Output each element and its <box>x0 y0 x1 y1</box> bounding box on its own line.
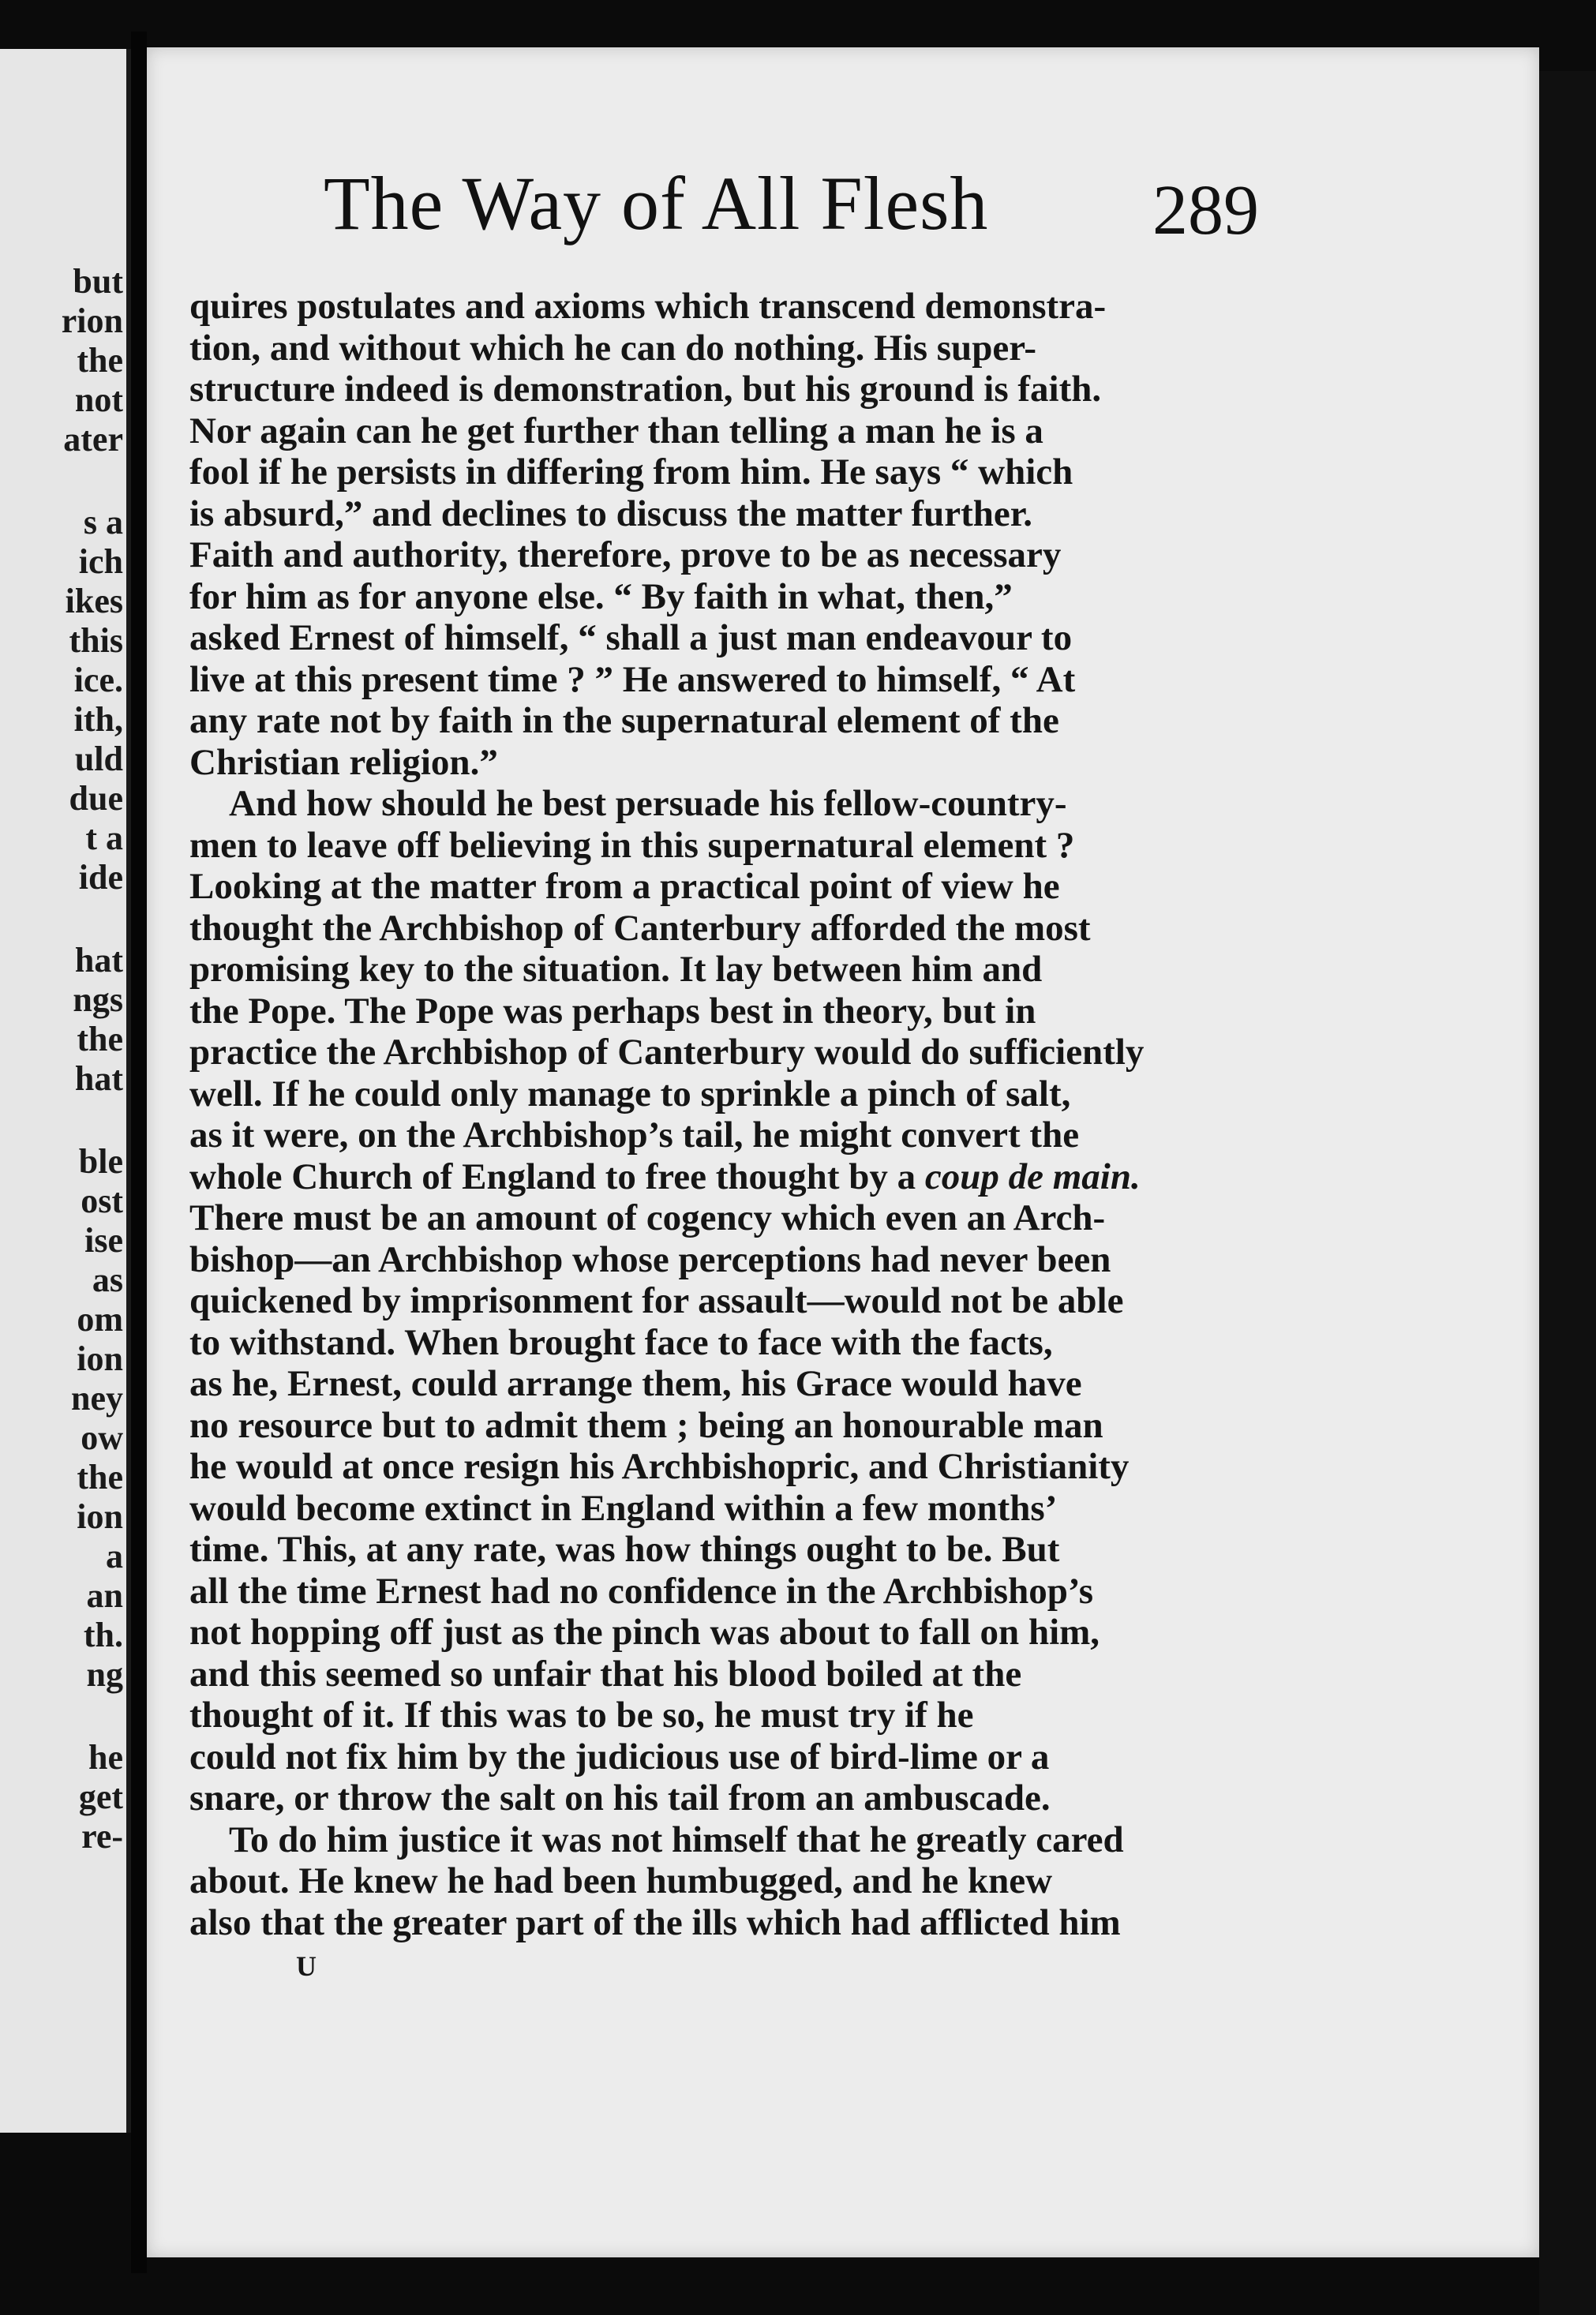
text-line-content: as he, Ernest, could arrange them, his Grace would have <box>189 1363 1082 1404</box>
text-line-content: for him as for anyone else. “ By faith in what, then,” <box>189 575 1013 617</box>
text-line-content: the Pope. The Pope was perhaps best in theory, but in <box>189 990 1036 1032</box>
facing-page-fragment: ide <box>78 858 123 897</box>
text-line-content: Looking at the matter from a practical point of view he <box>189 866 1060 907</box>
text-line <box>189 1073 1247 1115</box>
facing-page-fragment: this <box>69 621 123 660</box>
text-line <box>189 908 1247 950</box>
text-line-content: tion, and without which he can do nothing. His super- <box>189 327 1036 369</box>
text-line-content: There must be an amount of cogency which even an Arch- <box>189 1197 1106 1238</box>
text-line <box>189 1322 1247 1364</box>
running-title: The Way of All Flesh <box>324 161 989 245</box>
text-line-content: well. If he could only manage to sprinkle a pinch of salt, <box>189 1073 1071 1114</box>
text-line <box>189 1902 1247 1944</box>
text-line <box>189 1612 1247 1654</box>
text-line-content: thought the Archbishop of Canterbury afforded the most <box>189 907 1091 949</box>
text-line <box>189 1239 1247 1281</box>
text-line-content: practice the Archbishop of Canterbury would do sufficiently <box>189 1032 1145 1073</box>
facing-page-fragment: ngs <box>73 980 123 1019</box>
text-line-content: time. This, at any rate, was how things ought to be. But <box>189 1529 1060 1570</box>
text-line <box>189 1571 1247 1613</box>
text-line <box>189 1114 1247 1156</box>
text-line-content: quickened by imprisonment for assault—would not be able <box>189 1280 1124 1321</box>
facing-page-fragment: he <box>88 1738 123 1777</box>
text-line-content: asked Ernest of himself, “ shall a just man endeavour to <box>189 617 1073 658</box>
text-line-content: to withstand. When brought face to face with the facts, <box>189 1321 1053 1363</box>
text-line-content: To do him justice it was not himself that he greatly cared <box>229 1819 1124 1860</box>
text-line-content: not hopping off just as the pinch was about to fall on him, <box>189 1612 1100 1653</box>
text-line-content: could not fix him by the judicious use of bird-lime or a <box>189 1736 1050 1777</box>
facing-page-edge <box>0 49 131 2133</box>
facing-page-fragment: om <box>77 1300 123 1339</box>
text-line-content: fool if he persists in differing from him. He says “ which <box>189 451 1073 493</box>
text-line-content: Christian religion.” <box>189 741 498 783</box>
facing-page-fragment: as <box>92 1261 123 1299</box>
text-line <box>189 1446 1247 1488</box>
text-line-content: Nor again can he get further than telling a man he is a <box>189 410 1043 451</box>
facing-page-fragment: a <box>106 1537 123 1575</box>
facing-page-fragment: ikes <box>65 582 123 620</box>
text-line <box>189 410 1247 452</box>
running-header <box>324 161 1271 276</box>
text-line <box>189 742 1247 784</box>
text-line-content: all the time Ernest had no confidence in the Archbishop’s <box>189 1570 1094 1612</box>
text-line <box>189 825 1247 867</box>
text-line <box>189 1819 1247 1861</box>
page-edge-shadow <box>1539 71 1596 2315</box>
facing-page-fragment: hat <box>74 941 123 980</box>
facing-page-fragment: not <box>74 380 123 419</box>
text-line-content: would become extinct in England within a few months’ <box>189 1487 1058 1529</box>
facing-page-fragment: ng <box>86 1655 123 1694</box>
text-line-content: live at this present time ? ” He answered to himself, “ At <box>189 658 1076 700</box>
facing-page-fragment: ney <box>71 1379 123 1418</box>
text-line-content: as it were, on the Archbishop’s tail, he might convert the <box>189 1114 1080 1156</box>
facing-page-fragment: hat <box>74 1059 123 1098</box>
text-line-content: men to leave off believing in this supernatural element ? <box>189 824 1075 866</box>
facing-page-fragment: ise <box>84 1221 123 1260</box>
text-line <box>189 369 1247 410</box>
facing-page-fragment: the <box>77 1020 123 1058</box>
text-line-content: whole Church of England to free thought by a <box>189 1156 925 1197</box>
text-line <box>189 1405 1247 1447</box>
text-line <box>189 617 1247 659</box>
page-number: 289 <box>1152 171 1259 249</box>
text-line <box>189 576 1247 618</box>
text-line-content: structure indeed is demonstration, but his ground is faith. <box>189 369 1102 410</box>
text-line-content: quires postulates and axioms which transcend demonstra- <box>189 286 1107 327</box>
text-line <box>189 783 1247 825</box>
text-line <box>189 866 1247 908</box>
facing-page-fragment: re- <box>81 1817 123 1856</box>
facing-page-fragment: t a <box>85 818 123 857</box>
facing-page-fragment: the <box>77 1458 123 1497</box>
text-line-content: also that the greater part of the ills which had afflicted him <box>189 1901 1121 1943</box>
facing-page-fragment: due <box>69 779 123 818</box>
text-line <box>189 1529 1247 1571</box>
text-line <box>189 1860 1247 1902</box>
facing-page-fragment: rion <box>61 302 123 340</box>
facing-page-fragment: s a <box>83 503 123 541</box>
text-line-content: thought of it. If this was to be so, he must try if he <box>189 1695 974 1736</box>
text-line <box>189 1363 1247 1405</box>
text-line <box>189 1654 1247 1695</box>
text-line <box>189 1156 1247 1198</box>
facing-page-fragment: uld <box>74 740 123 778</box>
facing-page-fragment: an <box>86 1576 123 1615</box>
text-line-content: is absurd,” and declines to discuss the matter further. <box>189 493 1033 534</box>
facing-page-fragment: ow <box>81 1418 123 1457</box>
text-line <box>189 328 1247 369</box>
facing-page-fragment: ble <box>78 1142 123 1181</box>
text-line <box>189 1488 1247 1530</box>
facing-page-fragment: th. <box>83 1616 123 1654</box>
text-line-content: And how should he best persuade his fellow-country- <box>229 783 1067 824</box>
text-line <box>189 534 1247 576</box>
text-line <box>189 493 1247 535</box>
text-line-content: about. He knew he had been humbugged, and he knew <box>189 1860 1053 1901</box>
facing-page-fragment: but <box>73 262 123 301</box>
text-line-content: Faith and authority, therefore, prove to be as necessary <box>189 534 1062 575</box>
facing-page-fragment: ater <box>63 420 123 459</box>
text-line-content: he would at once resign his Archbishopric, and Christianity <box>189 1446 1130 1487</box>
text-line <box>189 1695 1247 1736</box>
facing-page-fragment: get <box>78 1777 123 1816</box>
text-line <box>189 1032 1247 1073</box>
facing-page-fragment: ost <box>81 1182 123 1220</box>
text-line <box>189 286 1247 328</box>
text-line <box>189 991 1247 1032</box>
text-line-content: any rate not by faith in the supernatural element of the <box>189 700 1059 741</box>
facing-page-fragment: ith, <box>73 700 123 739</box>
text-line-content: bishop—an Archbishop whose perceptions had never been <box>189 1238 1111 1280</box>
text-line <box>189 1197 1247 1239</box>
text-line <box>189 1777 1247 1819</box>
italic-phrase: coup de main. <box>924 1156 1141 1197</box>
text-line <box>189 1736 1247 1778</box>
facing-page-fragment: ich <box>78 542 123 581</box>
facing-page-fragment: the <box>77 341 123 380</box>
text-line <box>189 949 1247 991</box>
text-line <box>189 700 1247 742</box>
facing-page-fragment: ion <box>77 1497 123 1536</box>
text-line-content: and this seemed so unfair that his blood boiled at the <box>189 1653 1022 1695</box>
signature-mark: U <box>296 1950 317 1982</box>
facing-page-fragment: ion <box>77 1339 123 1378</box>
book-gutter <box>131 32 147 2273</box>
text-line <box>189 451 1247 493</box>
text-line-content: promising key to the situation. It lay between him and <box>189 949 1043 990</box>
text-line-content: snare, or throw the salt on his tail from an ambuscade. <box>189 1777 1051 1819</box>
text-line-content: no resource but to admit them ; being an honourable man <box>189 1404 1103 1446</box>
body-text <box>189 286 1247 1943</box>
text-line <box>189 659 1247 701</box>
text-line <box>189 1280 1247 1322</box>
facing-page-fragment: ice. <box>73 661 123 699</box>
